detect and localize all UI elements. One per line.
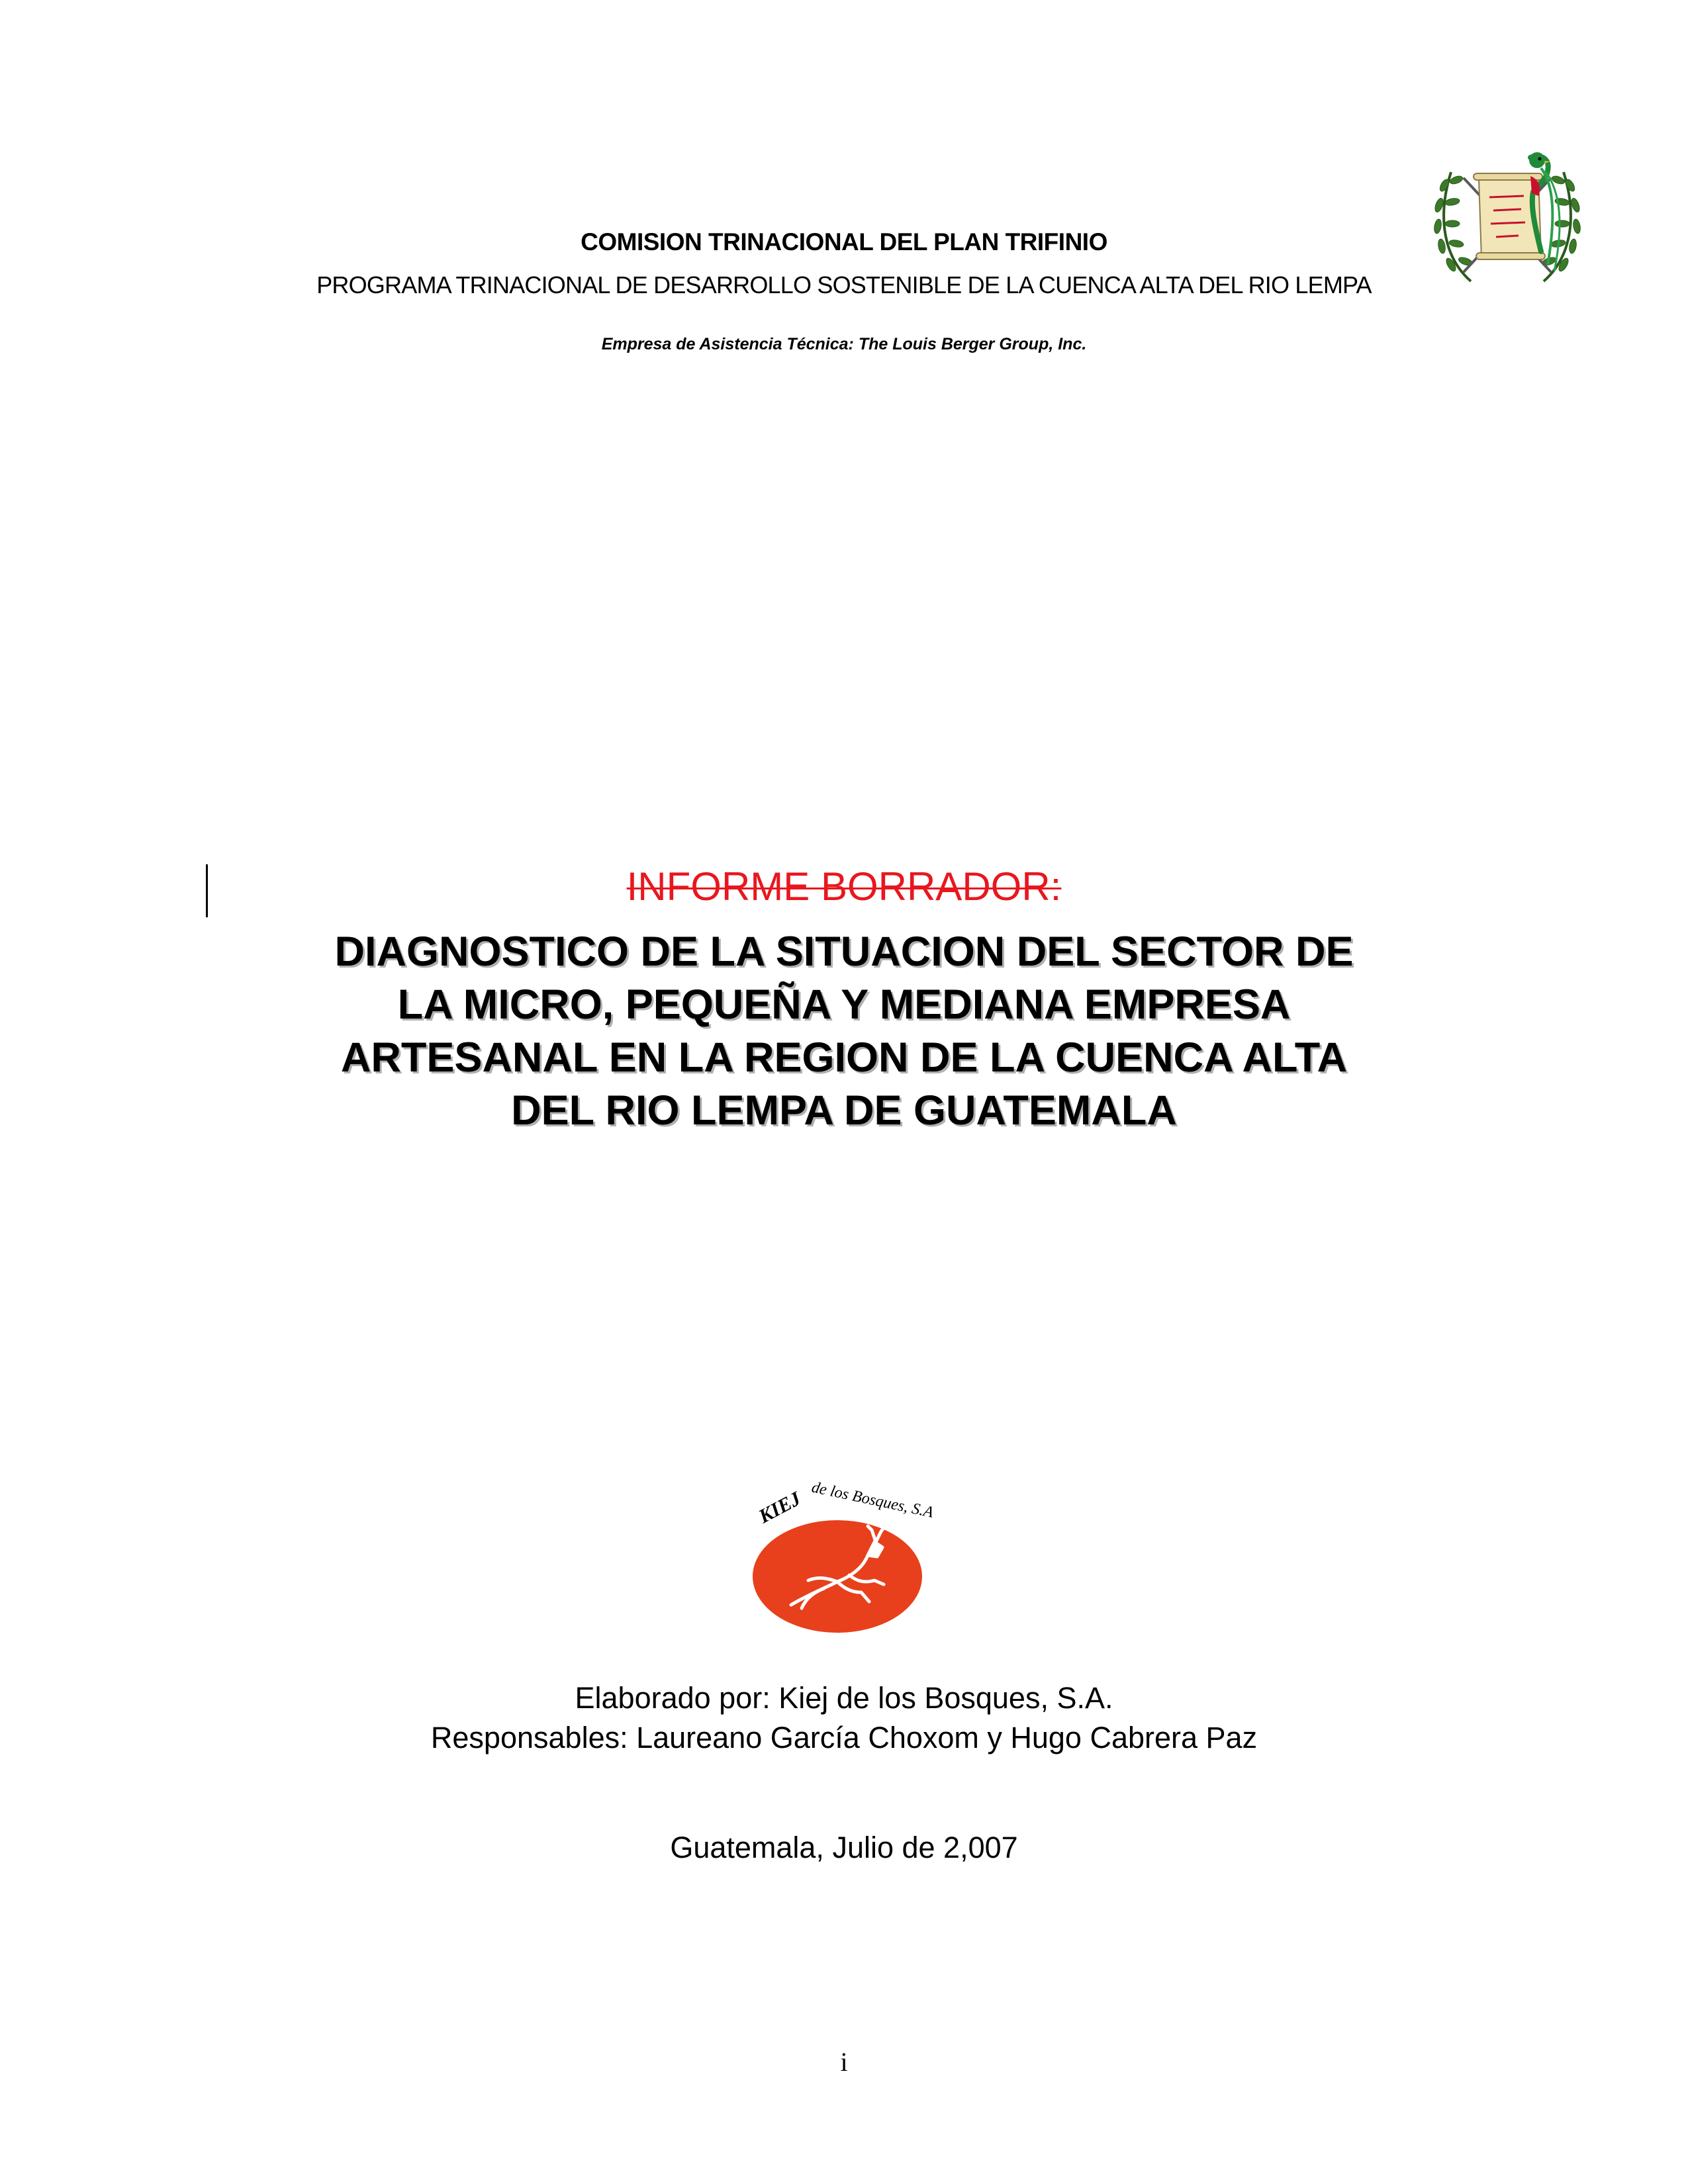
logo-brand-suffix-text: de los Bosques, S.A	[810, 1479, 935, 1522]
kiej-de-los-bosques-logo	[745, 1469, 937, 1638]
report-title-line: ARTESANAL EN LA REGION DE LA CUENCA ALTA	[340, 1034, 1348, 1081]
report-title-line: LA MICRO, PEQUEÑA Y MEDIANA EMPRESA	[397, 981, 1291, 1028]
organization-title: COMISION TRINACIONAL DEL PLAN TRIFINIO	[581, 228, 1107, 255]
logo-ellipse	[753, 1520, 922, 1633]
draft-label: INFORME BORRADOR:	[626, 864, 1062, 909]
technical-assistance-company: Empresa de Asistencia Técnica: The Louis Berger Group, Inc.	[601, 335, 1087, 353]
laurel-left-icon	[1433, 172, 1474, 281]
prepared-by: Elaborado por: Kiej de los Bosques, S.A.	[575, 1681, 1113, 1715]
report-title-line: DEL RIO LEMPA DE GUATEMALA	[511, 1087, 1177, 1134]
page-number: i	[840, 2047, 848, 2077]
program-title: PROGRAMA TRINACIONAL DE DESARROLLO SOSTENIBLE DE LA CUENCA ALTA DEL RIO LEMPA	[316, 271, 1372, 298]
report-title	[0, 925, 1688, 1137]
logo-brand-text: KIEJ	[755, 1487, 805, 1528]
responsible-persons: Responsables: Laureano García Choxom y Hugo Cabrera Paz	[430, 1721, 1258, 1754]
laurel-right-icon	[1541, 172, 1581, 281]
place-and-date: Guatemala, Julio de 2,007	[670, 1831, 1018, 1864]
report-title-line: DIAGNOSTICO DE LA SITUACION DEL SECTOR DE	[334, 929, 1354, 975]
